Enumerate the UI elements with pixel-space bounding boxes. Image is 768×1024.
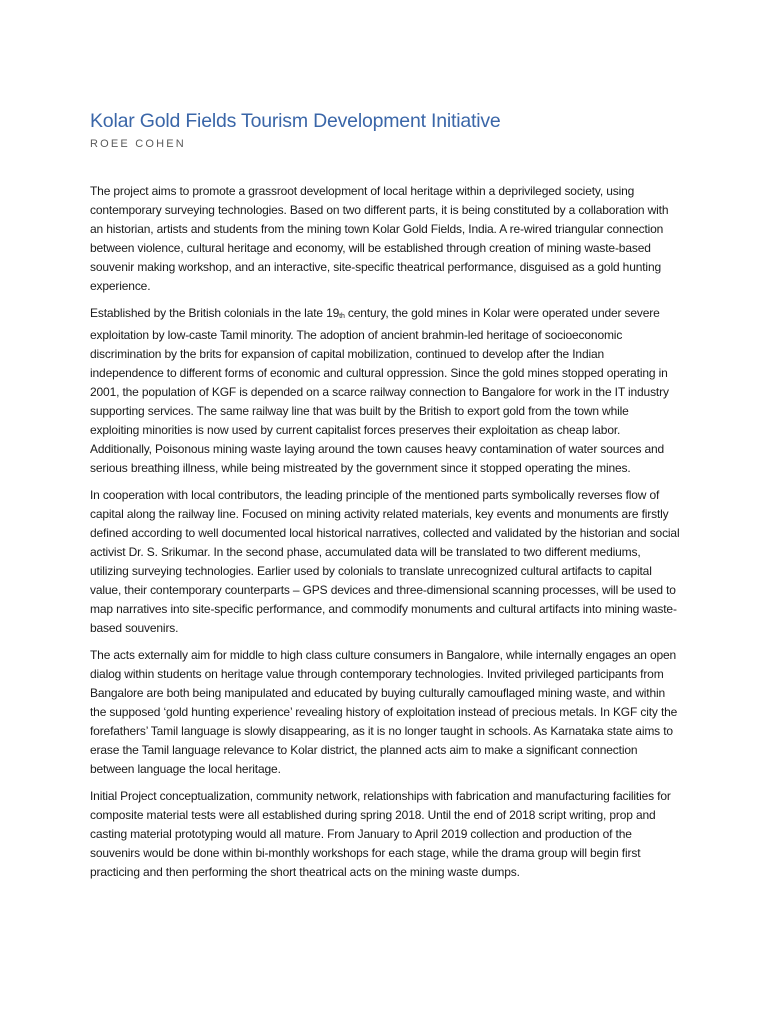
paragraph-1: The project aims to promote a grassroot development of local heritage within a deprivileged society, using contemporary surveying technologies. Based on two different parts, it is being constituted by a collaboration with an historian, artists and students from the mining town Kolar Gold Fields, India. A re-wired triangular connection between violence, cultural heritage and economy, will be established through creation of mining waste-based souvenir making workshop, and an interactive, site-specific theatrical performance, disguised as a gold hunting experience. <box>90 184 669 293</box>
paragraph-5: Initial Project conceptualization, community network, relationships with fabrication and manufacturing facilities for composite material tests were all established during spring 2018. Until the end of 2018 script writing, prop and casting material prototyping would all mature. From January to April 2019 collection and production of the souvenirs would be done within bi-monthly workshops for each stage, while the drama group will begin first practicing and then performing the short theatrical acts on the mining waste dumps. <box>90 789 671 879</box>
paragraph-4: The acts externally aim for middle to high class culture consumers in Bangalore, while internally engages an open dialog within students on heritage value through contemporary technologies. Invited privileged participants from Bangalore are both being manipulated and educated by buying culturally camouflaged mining waste, and within the supposed ‘gold hunting experience’ revealing history of exploitation instead of precious metals. In KGF city the forefathers’ Tamil language is slowly disappearing, as it is no longer taught in schools. As Karnataka state aims to erase the Tamil language relevance to Kolar district, the planned acts aim to make a significant connection between language the local heritage. <box>90 648 678 776</box>
document-title: Kolar Gold Fields Tourism Development Initiative <box>90 110 501 132</box>
document-page <box>90 106 680 890</box>
paragraph-3: In cooperation with local contributors, the leading principle of the mentioned parts symbolically reverses flow of capital along the railway line. Focused on mining activity related materials, key events and monuments are firstly defined according to well documented local historical narratives, collected and validated by the historian and social activist Dr. S. Srikumar. In the second phase, accumulated data will be translated to two different mediums, utilizing surveying technologies. Earlier used by colonials to translate unrecognized cultural artifacts to capital value, their contemporary counterparts – GPS devices and three-dimensional scanning processes, will be used to map narratives into site-specific performance, and commodify monuments and cultural artifacts into mining waste-based souvenirs. <box>90 488 680 635</box>
paragraph-2 <box>90 304 680 478</box>
document-author: ROEE COHEN <box>90 138 186 150</box>
document-body <box>90 182 680 882</box>
ordinal-suffix: th <box>339 313 345 320</box>
paragraph-2-start: Established by the British colonials in the late 19 <box>90 306 340 320</box>
paragraph-2-rest: century, the gold mines in Kolar were operated under severe exploitation by low-caste Tamil minority. The adoption of ancient brahmin-led heritage of socioeconomic discrimination by the brits for expansion of capital mobilization, continued to develop after the Indian independence to different forms of economic and cultural oppression. Since the gold mines stopped operating in 2001, the population of KGF is depended on a scarce railway connection to Bangalore for work in the IT industry supporting services. The same railway line that was built by the British to export gold from the town while exploiting minorities is now used by current capitalist forces preserves their exploitation as cheap labor. Additionally, Poisonous mining waste laying around the town causes heavy contamination of water sources and serious breathing illness, while being mistreated by the government since it stopped operating the mines. <box>90 306 669 475</box>
